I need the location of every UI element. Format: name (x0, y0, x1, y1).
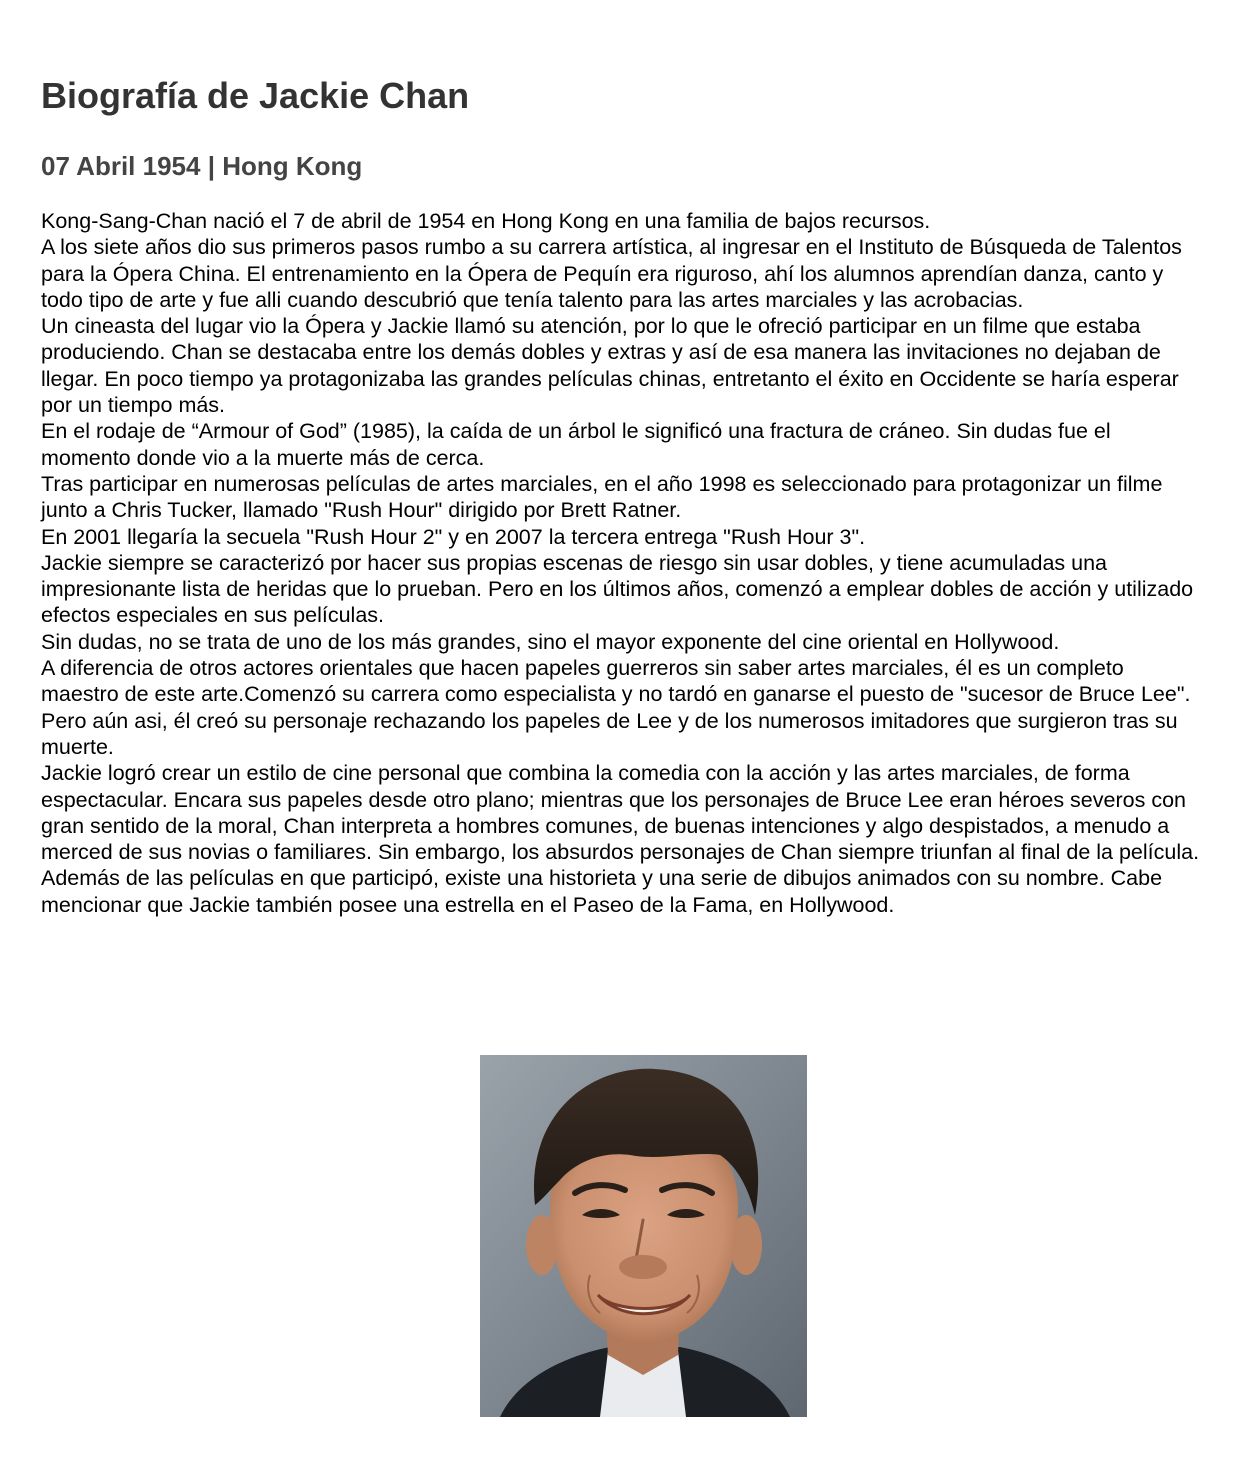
paragraph: Jackie logró crear un estilo de cine personal que combina la comedia con la acción y las artes marciales, de forma espectacular. Encara sus papeles desde otro plano; mientras que los personajes de Bruce Lee eran héroes severos con gran sentido de la moral, Chan interpreta a hombres comunes, de buenas intenciones y algo despistados, a menudo a merced de sus novias o familiares. Sin embargo, los absurdos personajes de Chan siempre triunfan al final de la película. (41, 761, 1200, 865)
paragraph: Sin dudas, no se trata de uno de los más grandes, sino el mayor exponente del cine oriental en Hollywood. (41, 629, 1060, 654)
birth-date-and-place: 07 Abril 1954 | Hong Kong (41, 151, 363, 181)
paragraph: En el rodaje de “Armour of God” (1985), la caída de un árbol le significó una fractura de cráneo. Sin dudas fue el momento donde vio a la muerte más de cerca. (41, 419, 1111, 470)
paragraph: Jackie siempre se caracterizó por hacer sus propias escenas de riesgo sin usar dobles, y tiene acumuladas una impresionante lista de heridas que lo prueban. Pero en los últimos años, comenzó a emplear dobles de acción y utilizado efectos especiales en sus películas. (41, 550, 1194, 628)
paragraph: Kong-Sang-Chan nació el 7 de abril de 1954 en Hong Kong en una familia de bajos recursos. (41, 209, 931, 233)
paragraph: A diferencia de otros actores orientales que hacen papeles guerreros sin saber artes marciales, él es un completo maestro de este arte.Comenzó su carrera como especialista y no tardó en ganarse el puesto de "sucesor de Bruce Lee". (41, 656, 1191, 707)
page-title: Biografía de Jackie Chan (41, 75, 470, 116)
paragraph: En 2001 llegaría la secuela "Rush Hour 2" y en 2007 la tercera entrega "Rush Hour 3". (41, 524, 866, 549)
nose-tip (619, 1255, 667, 1279)
paragraph: Pero aún asi, él creó su personaje rechazando los papeles de Lee y de los numerosos imitadores que surgieron tras su muerte. (41, 708, 1178, 759)
paragraph: Además de las películas en que participó, existe una historieta y una serie de dibujos animados con su nombre. Cabe mencionar que Jackie también posee una estrella en el Paseo de la Fama, en Hollywood. (41, 866, 1163, 917)
biography-body (41, 208, 1201, 918)
paragraph: Un cineasta del lugar vio la Ópera y Jackie llamó su atención, por lo que le ofreció participar en un filme que estaba produciendo. Chan se destacaba entre los demás dobles y extras y así de esa manera las invitaciones no dejaban de llegar. En poco tiempo ya protagonizaba las grandes películas chinas, entretanto el éxito en Occidente se haría esperar por un tiempo más. (41, 314, 1179, 418)
paragraph: Tras participar en numerosas películas de artes marciales, en el año 1998 es seleccionado para protagonizar un filme junto a Chris Tucker, llamado "Rush Hour" dirigido por Brett Ratner. (41, 471, 1163, 523)
portrait-photo (480, 1055, 807, 1417)
portrait-illustration (480, 1055, 807, 1417)
paragraph: A los siete años dio sus primeros pasos rumbo a su carrera artística, al ingresar en el Instituto de Búsqueda de Talentos para la Ópera China. El entrenamiento en la Ópera de Pequín era riguroso, ahí los alumnos aprendían danza, canto y todo tipo de arte y fue alli cuando descubrió que tenía talento para las artes marciales y las acrobacias. (41, 235, 1182, 312)
